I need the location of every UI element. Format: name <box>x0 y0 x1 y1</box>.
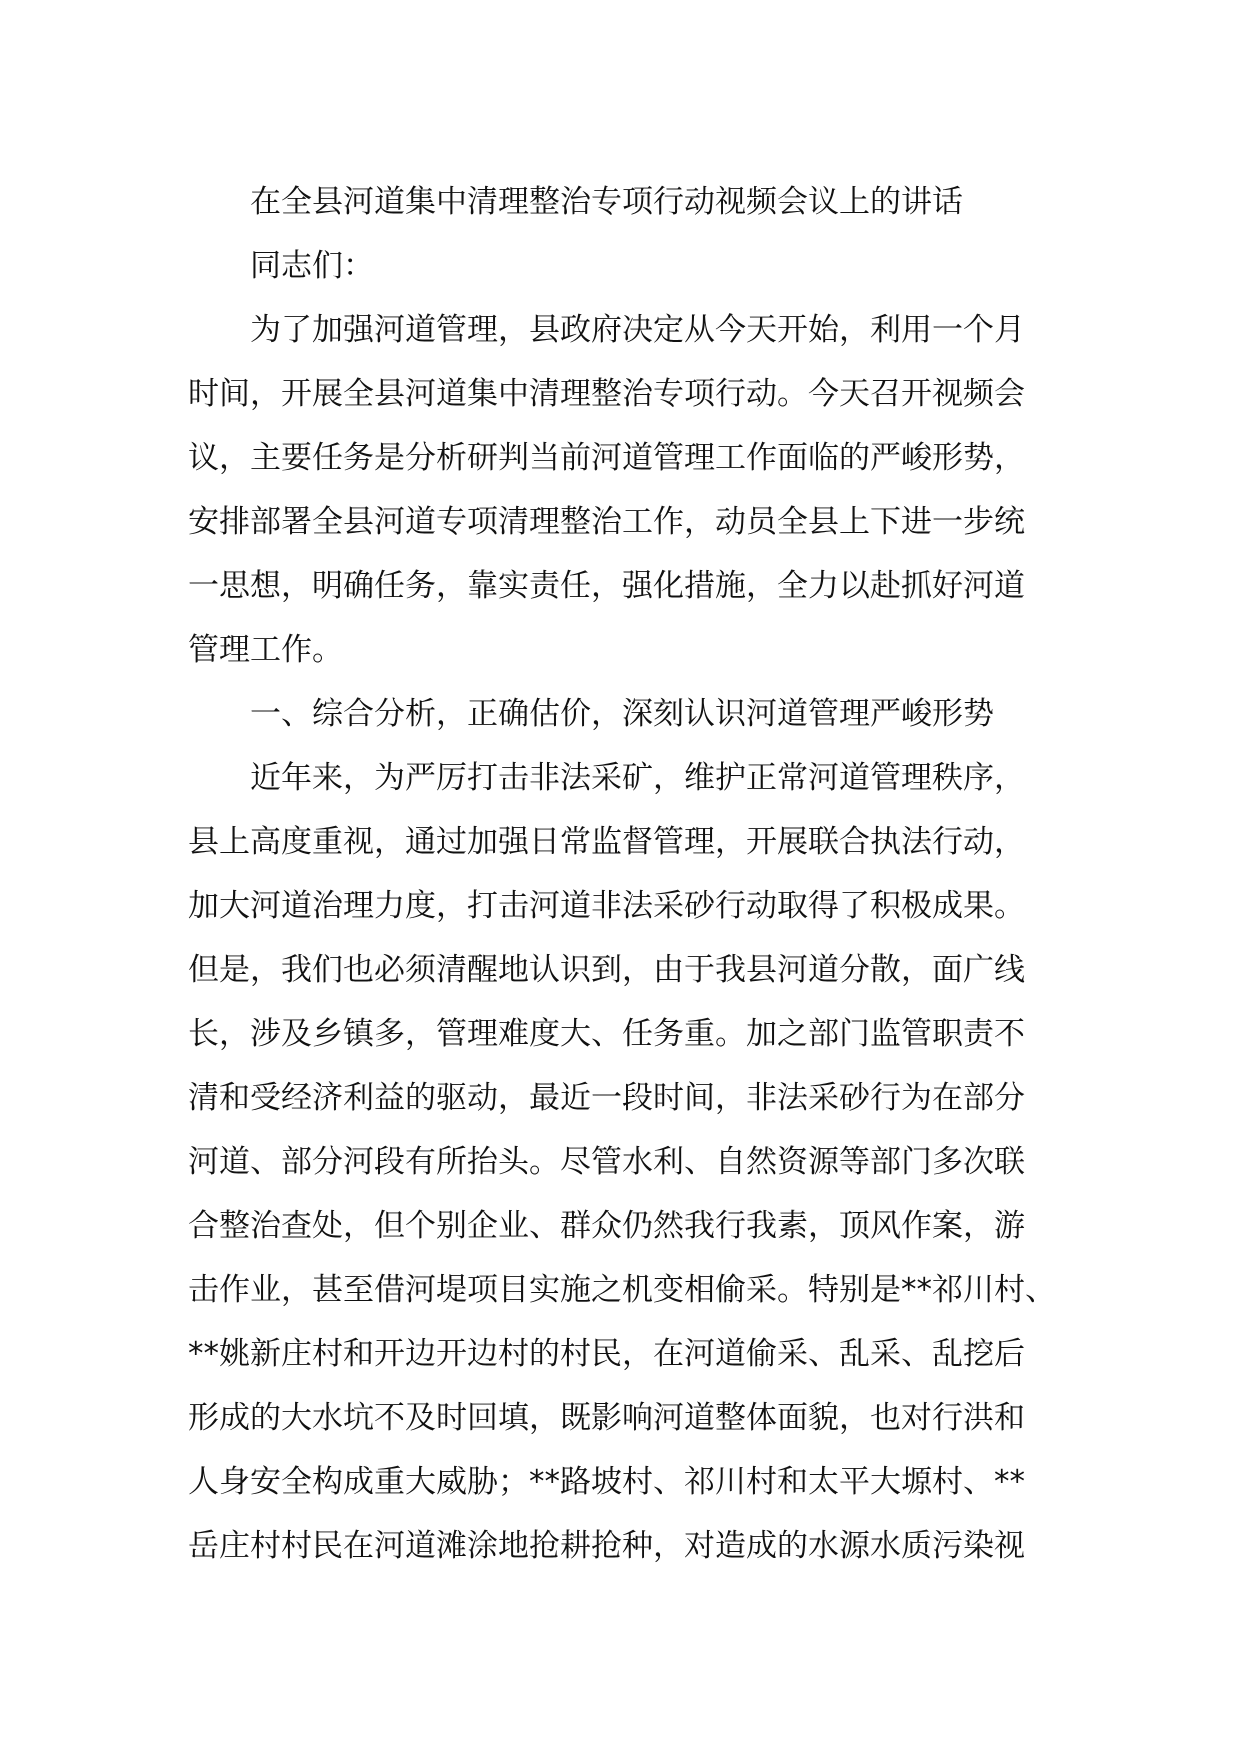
text-line: 河道、部分河段有所抬头。尽管水利、自然资源等部门多次联 <box>188 1144 1025 1180</box>
text-line: 人身安全构成重大威胁；**路坡村、祁川村和太平大塬村、** <box>188 1464 1025 1500</box>
speech-title: 在全县河道集中清理整治专项行动视频会议上的讲话 <box>250 184 963 220</box>
text-line: 县上高度重视，通过加强日常监督管理，开展联合执法行动， <box>188 824 1025 860</box>
document-body <box>188 170 1068 1578</box>
text-line: 安排部署全县河道专项清理整治工作，动员全县上下进一步统 <box>188 504 1025 540</box>
text-line: 清和受经济利益的驱动，最近一段时间，非法采砂行为在部分 <box>188 1080 1025 1116</box>
text-line: 管理工作。 <box>188 632 343 668</box>
text-line: 击作业，甚至借河堤项目实施之机变相偷采。特别是**祁川村、 <box>188 1272 1056 1308</box>
paragraph-analysis <box>188 746 1068 1578</box>
text-line: 形成的大水坑不及时回填，既影响河道整体面貌，也对行洪和 <box>188 1400 1025 1436</box>
text-line: 时间，开展全县河道集中清理整治专项行动。今天召开视频会 <box>188 376 1025 412</box>
text-line: 合整治查处，但个别企业、群众仍然我行我素，顶风作案，游 <box>188 1208 1025 1244</box>
paragraph-intro <box>188 298 1068 682</box>
text-line: 岳庄村村民在河道滩涂地抢耕抢种，对造成的水源水质污染视 <box>188 1528 1025 1564</box>
text-line: 议，主要任务是分析研判当前河道管理工作面临的严峻形势， <box>188 440 1025 476</box>
text-line: 一思想，明确任务，靠实责任，强化措施，全力以赴抓好河道 <box>188 568 1025 604</box>
text-line: 长，涉及乡镇多，管理难度大、任务重。加之部门监管职责不 <box>188 1016 1025 1052</box>
text-line: 近年来，为严厉打击非法采矿，维护正常河道管理秩序， <box>250 760 1025 796</box>
text-line: 加大河道治理力度，打击河道非法采砂行动取得了积极成果。 <box>188 888 1025 924</box>
salutation: 同志们： <box>250 248 374 284</box>
text-line: **姚新庄村和开边开边村的村民，在河道偷采、乱采、乱挖后 <box>188 1336 1025 1372</box>
heading-line: 一、综合分析，正确估价，深刻认识河道管理严峻形势 <box>250 696 994 732</box>
section-heading <box>188 682 1068 746</box>
text-line: 为了加强河道管理，县政府决定从今天开始，利用一个月 <box>250 312 1025 348</box>
text-line: 但是，我们也必须清醒地认识到，由于我县河道分散，面广线 <box>188 952 1025 988</box>
